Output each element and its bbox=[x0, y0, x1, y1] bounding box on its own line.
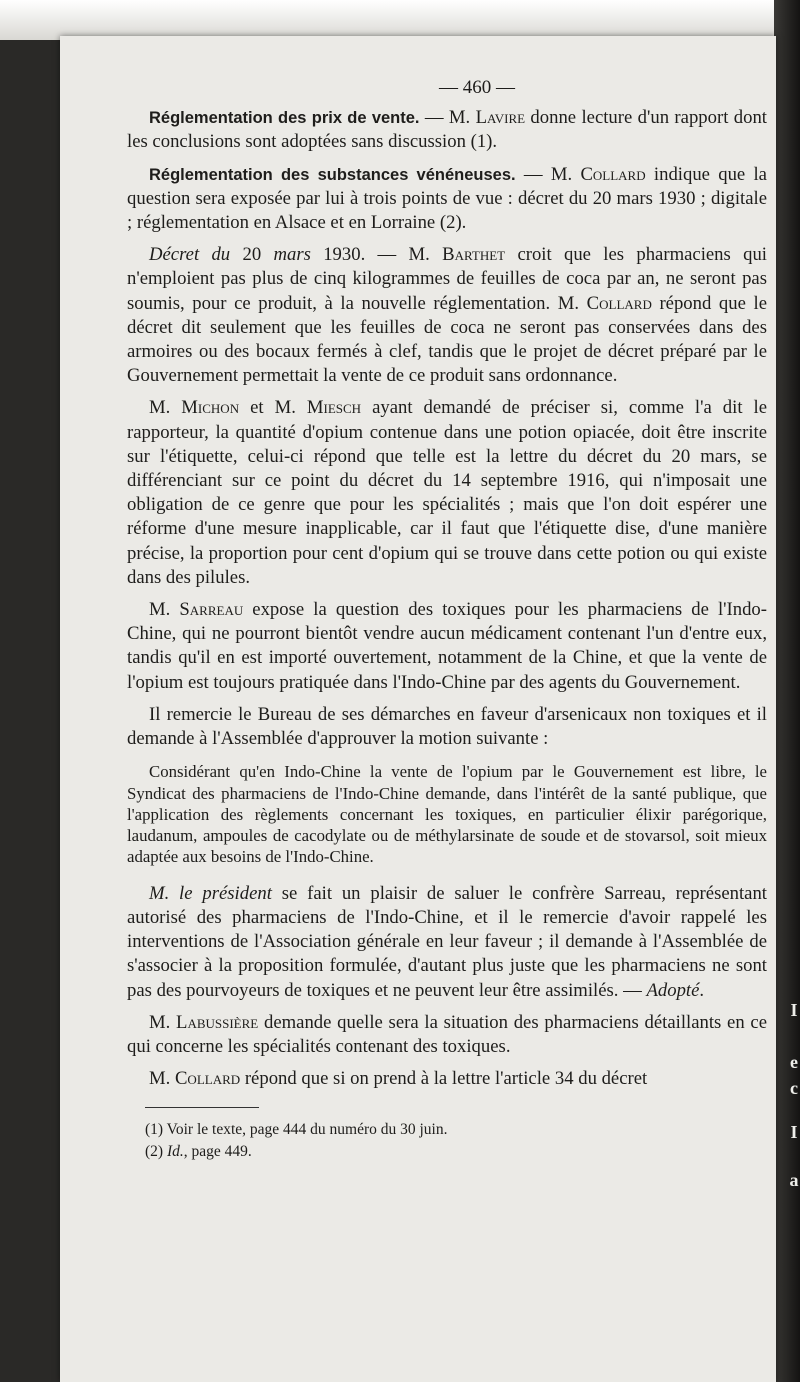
text-run: ayant demandé de préciser si, comme l'a dit le rapporteur, la quantité d'opium contenue dans une potion opiacée, doit être inscrite sur l'étiquette, celui-ci répond que telle est la lettre du décret du 20 mars, se différenciant sur ce point du décret du 14 septembre 1916, qui n'imposait une obligation de ce genre que pour les spécialités ; mais que l'on doit espérer une réforme d'une mesure inapplicable, car il faut que l'étiquette dise, d'une manière précise, la proportion pour cent d'opium qui se trouve dans cette potion ou qui existe dans des pilules. bbox=[127, 397, 767, 588]
footnotes bbox=[127, 1120, 767, 1162]
paragraph-president bbox=[127, 882, 767, 1003]
text-run: . bbox=[699, 979, 705, 1001]
text-run: M. bbox=[149, 599, 180, 621]
italic-run: mars bbox=[273, 244, 311, 266]
neighbor-page-glyph: I bbox=[790, 1122, 798, 1142]
neighbor-page-glyph: I bbox=[790, 1000, 798, 1020]
text-run: expose la question des toxiques pour les pharmaciens de l'Indo-Chine, qui ne pourront bientôt vendre aucun médicament contenant l'un d'entre eux, tandis qu'il en est importé ouvertement, notamment de la Chine, et que la vente de l'opium est toujours pratiquée dans l'Indo-Chine par des agents du Gouvernement. bbox=[127, 599, 768, 693]
paragraph-michon-miesch bbox=[127, 396, 767, 590]
section-heading: Réglementation des substances vénéneuses. bbox=[149, 165, 516, 184]
text-run: se fait un plaisir de saluer le confrère Sarreau, représentant autorisé des pharmaciens de l'Indo-Chine, et il le remercie d'avoir rappelé les interventions de l'Association générale en leur faveur ; il demande à l'Assemblée de s'associer à la proposition formulée, d'autant plus juste que les pharmaciens ne sont pas des pourvoyeurs de toxiques et ne peuvent leur être assimilés. — bbox=[127, 882, 767, 1001]
person-name: Barthet bbox=[442, 244, 506, 266]
italic-run: M. le président bbox=[149, 882, 272, 904]
paragraph-collard-article-34 bbox=[127, 1067, 767, 1091]
text-run: — M. bbox=[419, 107, 476, 129]
person-name: Collard bbox=[174, 1068, 241, 1090]
paragraph-prix-de-vente bbox=[127, 106, 767, 154]
text-run: répond que si on prend à la lettre l'article 34 du décret bbox=[240, 1068, 648, 1090]
footnote bbox=[127, 1142, 767, 1162]
text-run: Il remercie le Bureau de ses démarches en faveur d'arsenicaux non toxiques et il demande à l'Assemblée d'approuver la motion suivante : bbox=[127, 703, 767, 750]
text-run: M. bbox=[149, 1011, 177, 1033]
paragraph-substances-veneneuses bbox=[127, 163, 767, 236]
footnote-text: Voir le texte, page 444 du numéro du 30 juin. bbox=[163, 1121, 448, 1139]
person-name: Collard bbox=[580, 163, 646, 185]
page-number: — 460 — bbox=[439, 77, 515, 98]
text-run: demande quelle sera la situation des pharmaciens détaillants en ce qui concerne les spécialités contenant des toxiques. bbox=[127, 1011, 767, 1057]
scan-background-top bbox=[0, 0, 800, 40]
footnote-number: (1) bbox=[145, 1121, 164, 1139]
person-name: Sarreau bbox=[179, 599, 244, 621]
italic-run: Adopté bbox=[646, 979, 700, 1001]
text-run: M. bbox=[149, 1068, 175, 1090]
footnote-number: (2) bbox=[145, 1143, 164, 1161]
paragraph-remerciement bbox=[127, 703, 767, 751]
text-run: croit que les pharmaciens qui n'emploient pas plus de cinq kilogrammes de feuilles de coca par an, ne seront pas soumis, pour ce produit, à la nouvelle réglementation. M. bbox=[127, 244, 767, 314]
text-run: 1930. — M. bbox=[310, 244, 443, 266]
text-run: donne lecture d'un rapport dont les conclusions sont adoptées sans discussion (1). bbox=[127, 107, 767, 153]
motion-paragraph: Considérant qu'en Indo-Chine la vente de l'opium par le Gouvernement est libre, le Syndicat des pharmaciens de l'Indo-Chine demande, dans l'intérêt de la santé publique, que l'application des règlements concernant les toxiques, en particulier élixir parégorique, laudanum, ampoules de cacodylate ou de méthylarsinate de soude et de stovarsol, soit mieux adaptée aux besoins de l'Indo-Chine. bbox=[127, 762, 767, 867]
neighbor-page-glyph: e bbox=[790, 1052, 798, 1072]
footnote-text: , page 449. bbox=[183, 1143, 252, 1161]
page-text bbox=[127, 76, 767, 1162]
paragraph-sarreau bbox=[127, 598, 767, 695]
motion-text bbox=[127, 761, 767, 867]
paragraph-decret-20-mars bbox=[127, 243, 767, 388]
italic-run: Décret du bbox=[149, 244, 231, 266]
italic-run: Id. bbox=[163, 1143, 184, 1161]
person-name: Lavire bbox=[475, 107, 526, 129]
person-name: Michon bbox=[181, 397, 240, 419]
text-run: répond que le décret dit seulement que les feuilles de coca ne seront pas conservées dans des armoires ou des bocaux fermés à clef, tandis que le projet de décret préparé par le Gouvernement permettait la vente de ce produit sans ordonnance. bbox=[127, 292, 767, 387]
neighbor-page-glyph: c bbox=[790, 1078, 798, 1098]
footnote-rule bbox=[145, 1107, 259, 1108]
text-run: — M. bbox=[515, 163, 581, 185]
text-run: M. bbox=[149, 397, 182, 419]
neighbor-page-glyph: a bbox=[789, 1170, 799, 1190]
text-run: indique que la question sera exposée par lui à trois points de vue : décret du 20 mars 1930 ; digitale ; réglementation en Alsace et en Lorraine (2). bbox=[127, 163, 767, 234]
person-name: Miesch bbox=[306, 397, 362, 419]
text-run: 20 bbox=[230, 244, 274, 266]
footnote bbox=[127, 1120, 767, 1140]
person-name: Labussière bbox=[176, 1011, 259, 1033]
text-run: et M. bbox=[239, 397, 307, 419]
paragraph-labussiere bbox=[127, 1011, 767, 1059]
person-name: Collard bbox=[586, 292, 652, 314]
section-heading: Réglementation des prix de vente. bbox=[149, 109, 420, 128]
